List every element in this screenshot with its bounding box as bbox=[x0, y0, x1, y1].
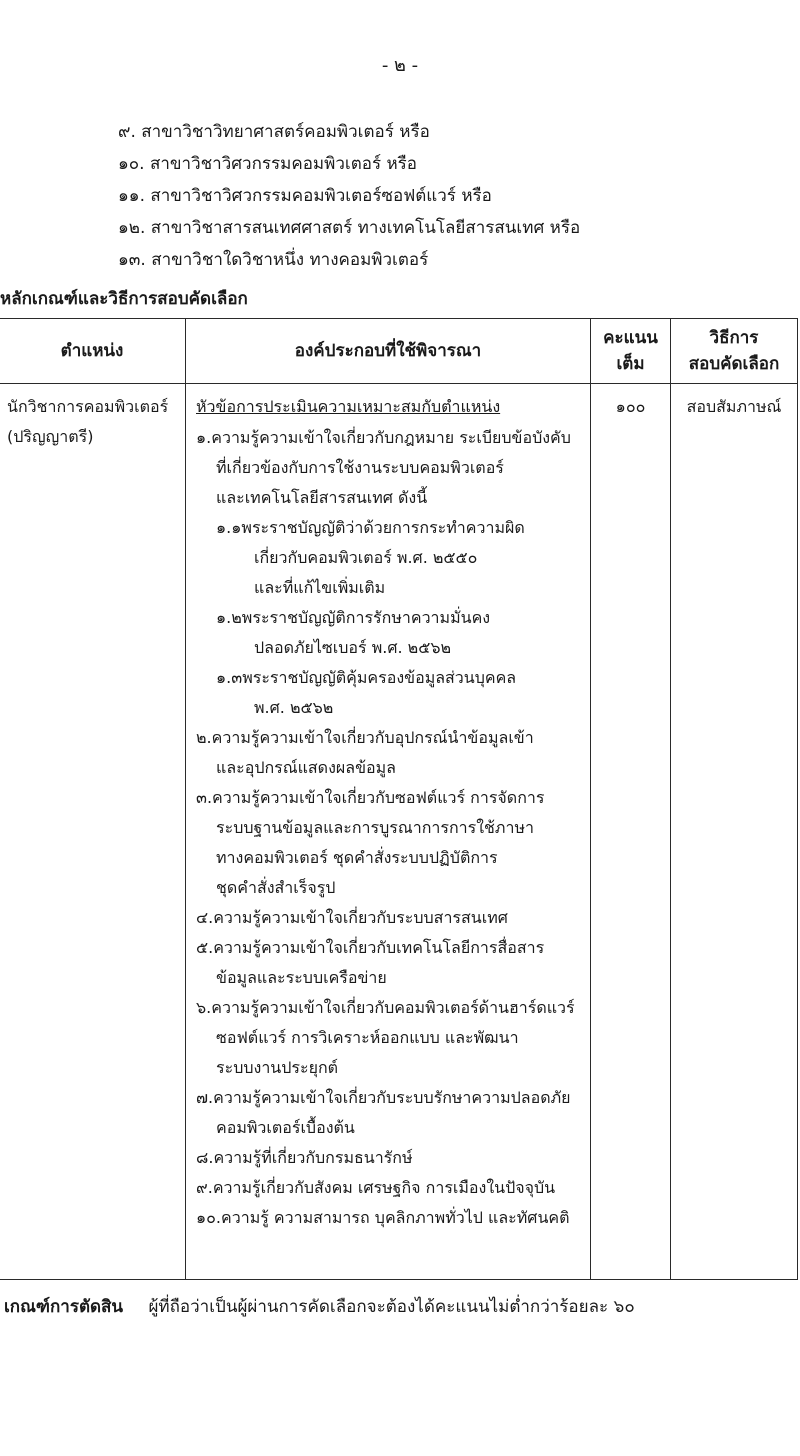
item-text-cont: ระบบฐานข้อมูลและการบูรณาการการใช้ภาษา bbox=[216, 818, 534, 837]
item-text: พระราชบัญญัติการรักษาความมั่นคง bbox=[241, 608, 491, 627]
header-method-line1: วิธีการ bbox=[709, 328, 759, 348]
header-score-line2: เต็ม bbox=[616, 354, 645, 374]
item-text: ความรู้ความเข้าใจเกี่ยวกับกฎหมาย ระเบียบข้อบังคับ bbox=[211, 428, 571, 447]
component-subitem bbox=[216, 663, 590, 693]
item-text-cont: และเทคโนโลยีสารสนเทศ ดังนี้ bbox=[216, 488, 428, 507]
component-item bbox=[196, 723, 590, 753]
list-item: ๑๑. สาขาวิชาวิศวกรรมคอมพิวเตอร์ซอฟต์แวร์ หรือ bbox=[118, 186, 492, 206]
item-number: ๒. bbox=[196, 728, 212, 747]
component-item bbox=[196, 423, 590, 453]
components-cell bbox=[186, 384, 591, 1280]
header-position: ตำแหน่ง bbox=[0, 319, 186, 384]
component-item bbox=[196, 783, 590, 813]
item-text: ความรู้ความเข้าใจเกี่ยวกับอุปกรณ์นำข้อมูลเข้า bbox=[211, 728, 534, 747]
field-list bbox=[118, 116, 580, 276]
method-cell: สอบสัมภาษณ์ bbox=[671, 384, 798, 1280]
position-degree: (ปริญญาตรี) bbox=[7, 427, 94, 446]
components-heading: หัวข้อการประเมินความเหมาะสมกับตำแหน่ง bbox=[196, 397, 501, 416]
table-header-row bbox=[0, 319, 798, 384]
item-text-cont: ที่เกี่ยวข้องกับการใช้งานระบบคอมพิวเตอร์ bbox=[216, 458, 504, 477]
decision-label: เกณฑ์การตัดสิน bbox=[4, 1297, 124, 1317]
list-item: ๑๓. สาขาวิชาใดวิชาหนึ่ง ทางคอมพิวเตอร์ bbox=[118, 250, 429, 270]
item-number: ๔. bbox=[196, 908, 214, 927]
item-number: ๑๐. bbox=[196, 1208, 222, 1227]
decision-text: ผู้ที่ถือว่าเป็นผู้ผ่านการคัดเลือกจะต้องได้คะแนนไม่ต่ำกว่าร้อยละ ๖๐ bbox=[148, 1297, 635, 1317]
list-item: ๙. สาขาวิชาวิทยาศาสตร์คอมพิวเตอร์ หรือ bbox=[118, 122, 430, 142]
item-text-cont: ข้อมูลและระบบเครือข่าย bbox=[216, 968, 387, 987]
item-number: ๖. bbox=[196, 998, 212, 1017]
component-item bbox=[196, 933, 590, 963]
item-text-cont: ซอฟต์แวร์ การวิเคราะห์ออกแบบ และพัฒนา bbox=[216, 1028, 519, 1047]
page-number: - ๒ - bbox=[381, 55, 419, 76]
item-number: ๑.๓ bbox=[216, 668, 243, 687]
item-text: ความรู้ความเข้าใจเกี่ยวกับเทคโนโลยีการสื่อสาร bbox=[213, 938, 545, 957]
item-text: พระราชบัญญัติคุ้มครองข้อมูลส่วนบุคคล bbox=[242, 668, 517, 687]
item-text: ความรู้เกี่ยวกับสังคม เศรษฐกิจ การเมืองในปัจจุบัน bbox=[212, 1178, 556, 1197]
item-number: ๗. bbox=[196, 1088, 214, 1107]
header-method bbox=[671, 319, 798, 384]
item-text: ความรู้ ความสามารถ บุคลิกภาพทั่วไป และทัศนคติ bbox=[221, 1208, 570, 1227]
component-subitem bbox=[216, 513, 590, 543]
component-item bbox=[196, 1173, 590, 1203]
position-title: นักวิชาการคอมพิวเตอร์ bbox=[7, 397, 169, 416]
item-text-cont: ทางคอมพิวเตอร์ ชุดคำสั่งระบบปฏิบัติการ bbox=[216, 848, 498, 867]
item-text: ความรู้ความเข้าใจเกี่ยวกับคอมพิวเตอร์ด้านฮาร์ดแวร์ bbox=[211, 998, 575, 1017]
item-text-cont: เกี่ยวกับคอมพิวเตอร์ พ.ศ. ๒๕๕๐ bbox=[254, 548, 478, 567]
component-item bbox=[196, 1143, 590, 1173]
item-text: ความรู้ความเข้าใจเกี่ยวกับระบบรักษาความปลอดภัย bbox=[213, 1088, 571, 1107]
component-subitem bbox=[216, 603, 590, 633]
table-row bbox=[0, 384, 798, 1280]
header-score-line1: คะแนน bbox=[603, 328, 658, 348]
component-item bbox=[196, 993, 590, 1023]
item-number: ๕. bbox=[196, 938, 214, 957]
item-text-cont: และที่แก้ไขเพิ่มเติม bbox=[254, 578, 386, 597]
item-number: ๓. bbox=[196, 788, 213, 807]
item-number: ๑. bbox=[196, 428, 212, 447]
item-number: ๑.๑ bbox=[216, 518, 242, 537]
item-number: ๑.๒ bbox=[216, 608, 242, 627]
section-title: หลักเกณฑ์และวิธีการสอบคัดเลือก bbox=[0, 289, 248, 309]
item-text-cont: คอมพิวเตอร์เบื้องต้น bbox=[216, 1118, 355, 1137]
criteria-table bbox=[0, 318, 798, 1280]
item-text: ความรู้ความเข้าใจเกี่ยวกับซอฟต์แวร์ การจัดการ bbox=[212, 788, 545, 807]
item-text: พระราชบัญญัติว่าด้วยการกระทำความผิด bbox=[241, 518, 525, 537]
item-number: ๙. bbox=[196, 1178, 213, 1197]
item-text-cont: ปลอดภัยไซเบอร์ พ.ศ. ๒๕๖๒ bbox=[254, 638, 452, 657]
item-text-cont: ระบบงานประยุกต์ bbox=[216, 1058, 339, 1077]
decision-criteria bbox=[4, 1293, 635, 1320]
header-method-line2: สอบคัดเลือก bbox=[688, 354, 780, 374]
header-score bbox=[591, 319, 671, 384]
item-text-cont: ชุดคำสั่งสำเร็จรูป bbox=[216, 878, 336, 897]
position-cell bbox=[0, 384, 186, 1280]
list-item: ๑๐. สาขาวิชาวิศวกรรมคอมพิวเตอร์ หรือ bbox=[118, 154, 418, 174]
component-item bbox=[196, 903, 590, 933]
item-number: ๘. bbox=[196, 1148, 214, 1167]
header-components: องค์ประกอบที่ใช้พิจารณา bbox=[186, 319, 591, 384]
list-item: ๑๒. สาขาวิชาสารสนเทศศาสตร์ ทางเทคโนโลยีสารสนเทศ หรือ bbox=[118, 218, 581, 238]
component-item bbox=[196, 1083, 590, 1113]
component-item bbox=[196, 1203, 590, 1233]
item-text: ความรู้ที่เกี่ยวกับกรมธนารักษ์ bbox=[213, 1148, 413, 1167]
item-text: ความรู้ความเข้าใจเกี่ยวกับระบบสารสนเทศ bbox=[213, 908, 508, 927]
score-cell: ๑๐๐ bbox=[591, 384, 671, 1280]
item-text-cont: พ.ศ. ๒๕๖๒ bbox=[254, 698, 334, 717]
item-text-cont: และอุปกรณ์แสดงผลข้อมูล bbox=[216, 758, 396, 777]
